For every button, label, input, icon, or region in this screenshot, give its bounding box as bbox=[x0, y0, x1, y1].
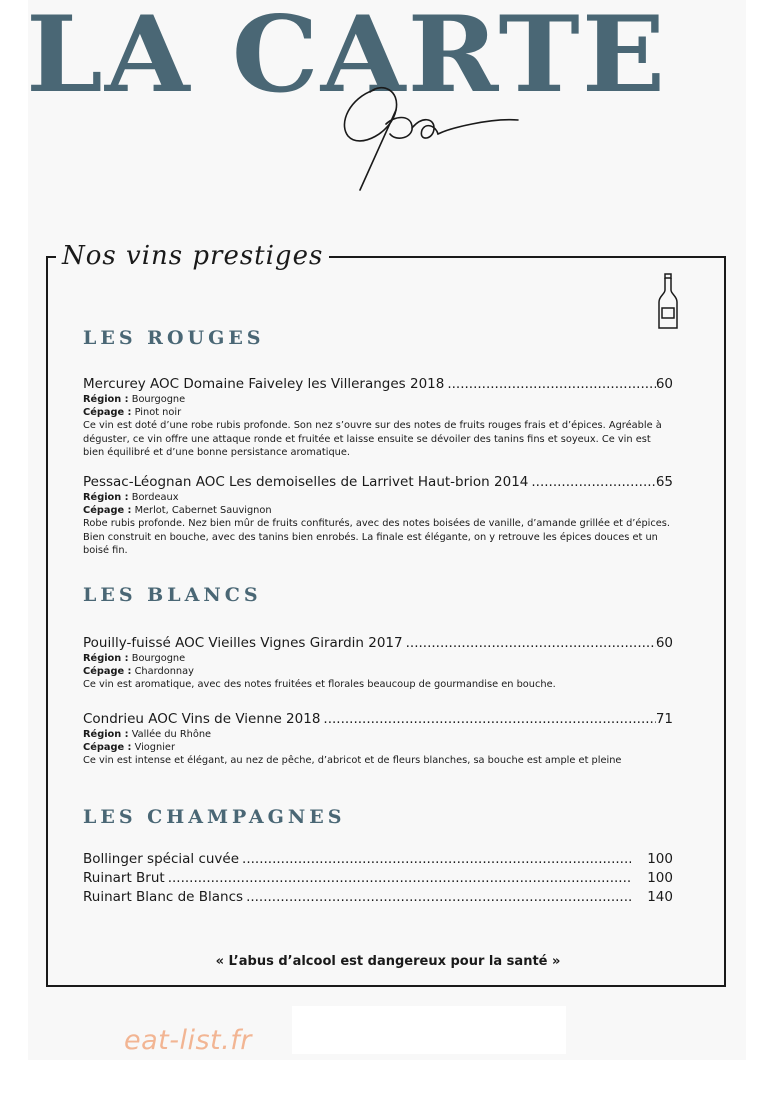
region-value: Bourgogne bbox=[131, 653, 186, 664]
wine-line bbox=[83, 711, 673, 728]
cepage-label: Cépage : bbox=[83, 407, 132, 418]
region-label: Région : bbox=[83, 653, 129, 664]
region-label: Région : bbox=[83, 729, 129, 740]
wine-line bbox=[83, 474, 673, 491]
dot-leader bbox=[165, 869, 631, 888]
cepage-value: Pinot noir bbox=[134, 407, 182, 418]
region-value: Bordeaux bbox=[131, 492, 179, 503]
wine-cepage bbox=[83, 665, 673, 678]
wine-cepage bbox=[83, 741, 673, 754]
cepage-label: Cépage : bbox=[83, 742, 132, 753]
wine-item bbox=[83, 376, 673, 460]
blank-box bbox=[292, 1006, 566, 1054]
cepage-label: Cépage : bbox=[83, 505, 132, 516]
cepage-value: Viognier bbox=[134, 742, 175, 753]
page-title: LA CARTE bbox=[26, 0, 668, 116]
section-title-champagnes: LES CHAMPAGNES bbox=[83, 806, 346, 828]
dot-leader bbox=[239, 850, 631, 869]
section-title-blancs: LES BLANCS bbox=[83, 584, 262, 606]
wine-cepage bbox=[83, 504, 673, 517]
champagne-price: 100 bbox=[647, 870, 673, 886]
wine-region bbox=[83, 491, 673, 504]
menu-heading-wrap bbox=[56, 236, 329, 276]
region-label: Région : bbox=[83, 394, 129, 405]
wine-cepage bbox=[83, 406, 673, 419]
wine-name: Pessac-Léognan AOC Les demoiselles de Larrivet Haut-brion 2014 bbox=[83, 474, 529, 490]
dot-leader bbox=[403, 635, 656, 652]
wine-bottle-icon bbox=[656, 272, 680, 330]
champagne-list bbox=[83, 850, 673, 907]
section-title-rouges: LES ROUGES bbox=[83, 327, 265, 349]
cepage-label: Cépage : bbox=[83, 666, 132, 677]
wine-description: Ce vin est doté d’une robe rubis profonde. Son nez s’ouvre sur des notes de fruits rouges frais et d’épices. Agréable à déguster, ce vin offre une attaque ronde et fruitée et laisse ensuite se dévoiler des tanins fins et soyeux. Ce vin est bien équilibré et d’une bonne persistance aromatique. bbox=[83, 420, 662, 458]
wine-name: Pouilly-fuissé AOC Vieilles Vignes Girardin 2017 bbox=[83, 635, 403, 651]
watermark-link[interactable]: eat-list.fr bbox=[124, 1025, 252, 1056]
dot-leader bbox=[320, 711, 655, 728]
opa-script-logo bbox=[330, 68, 530, 198]
wine-name: Mercurey AOC Domaine Faiveley les Villeranges 2018 bbox=[83, 376, 445, 392]
champagne-name: Ruinart Brut bbox=[83, 870, 165, 886]
wine-description: Ce vin est intense et élégant, au nez de pêche, d’abricot et de fleurs blanches, sa bouche est ample et pleine bbox=[83, 755, 622, 766]
champagne-item bbox=[83, 869, 673, 888]
wine-line bbox=[83, 376, 673, 393]
wine-price: 71 bbox=[655, 711, 673, 727]
wine-price: 60 bbox=[655, 635, 673, 651]
wine-name: Condrieu AOC Vins de Vienne 2018 bbox=[83, 711, 321, 727]
wine-line bbox=[83, 635, 673, 652]
cepage-value: Chardonnay bbox=[134, 666, 194, 677]
wine-price: 65 bbox=[655, 474, 673, 490]
wine-item bbox=[83, 711, 673, 768]
region-value: Bourgogne bbox=[131, 394, 186, 405]
champagne-price: 100 bbox=[647, 851, 673, 867]
champagne-price: 140 bbox=[647, 889, 673, 905]
wine-region bbox=[83, 652, 673, 665]
dot-leader bbox=[243, 888, 631, 907]
champagne-name: Bollinger spécial cuvée bbox=[83, 851, 240, 867]
wine-region bbox=[83, 393, 673, 406]
champagne-item bbox=[83, 888, 673, 907]
dot-leader bbox=[528, 474, 655, 491]
champagne-name: Ruinart Blanc de Blancs bbox=[83, 889, 244, 905]
wine-item bbox=[83, 474, 673, 558]
dot-leader bbox=[444, 376, 655, 393]
wine-region bbox=[83, 728, 673, 741]
wine-price: 60 bbox=[655, 376, 673, 392]
champagne-item bbox=[83, 850, 673, 869]
wine-description: Robe rubis profonde. Nez bien mûr de fruits confiturés, avec des notes boisées de vanille, d’amande grillée et d’épices. Bien construit en bouche, avec des tanins bien enrobés. La finale est élégante, on y retrouve les épices douces et un boisé fin. bbox=[83, 518, 671, 556]
cepage-value: Merlot, Cabernet Sauvignon bbox=[134, 505, 272, 516]
health-warning: « L’abus d’alcool est dangereux pour la santé » bbox=[215, 954, 561, 969]
region-value: Vallée du Rhône bbox=[131, 729, 212, 740]
wine-description: Ce vin est aromatique, avec des notes fruitées et florales beaucoup de gourmandise en bouche. bbox=[83, 679, 556, 690]
menu-heading: Nos vins prestiges bbox=[62, 241, 324, 271]
wine-item bbox=[83, 635, 673, 692]
region-label: Région : bbox=[83, 492, 129, 503]
